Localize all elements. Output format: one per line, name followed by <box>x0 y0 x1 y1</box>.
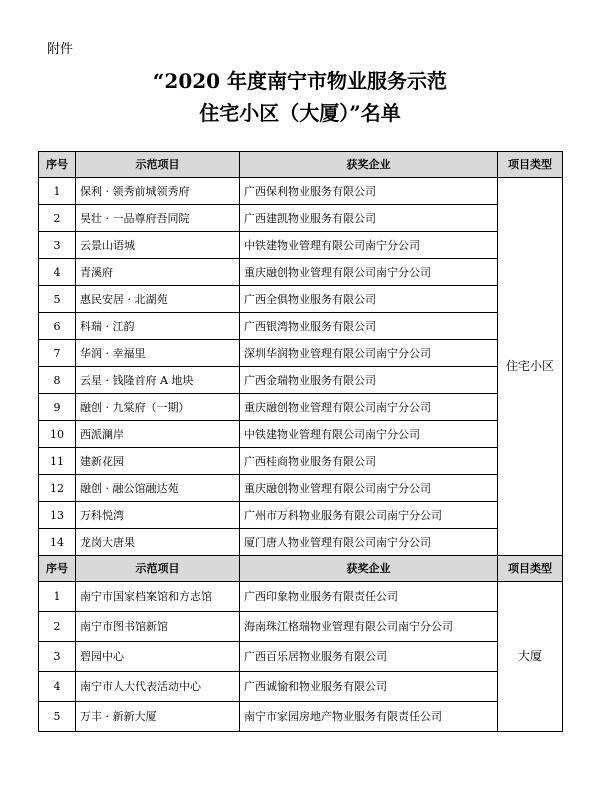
table-row <box>39 502 563 529</box>
document-title-line1: “2020 年度南宁市物业服务示范 <box>152 69 448 93</box>
project-name: 保利 · 领秀前城领秀府 <box>76 178 240 205</box>
company-name: 重庆融创物业管理有限公司南宁分公司 <box>240 259 498 286</box>
table-row <box>39 178 563 205</box>
row-number: 1 <box>39 178 76 205</box>
project-name: 南宁市图书馆新馆 <box>76 612 240 642</box>
table-row <box>39 612 563 642</box>
header-company: 获奖企业 <box>240 152 498 178</box>
row-number: 12 <box>39 475 76 502</box>
project-name: 云星 · 钱隆首府 A 地块 <box>76 367 240 394</box>
row-number: 4 <box>39 259 76 286</box>
header-no: 序号 <box>39 556 76 582</box>
table-row <box>39 702 563 732</box>
company-name: 广西保利物业服务有限公司 <box>240 178 498 205</box>
table-row <box>39 367 563 394</box>
residential-header-row <box>39 152 563 178</box>
company-name: 广西百乐居物业服务有限公司 <box>240 642 498 672</box>
header-no: 序号 <box>39 152 76 178</box>
project-name: 华润 · 幸福里 <box>76 340 240 367</box>
row-number: 5 <box>39 286 76 313</box>
table-row <box>39 529 563 556</box>
row-number: 8 <box>39 367 76 394</box>
project-name: 南宁市国家档案馆和方志馆 <box>76 582 240 612</box>
company-name: 厦门唐人物业管理有限公司南宁分公司 <box>240 529 498 556</box>
table-row <box>39 642 563 672</box>
row-number: 6 <box>39 313 76 340</box>
company-name: 广西银湾物业服务有限公司 <box>240 313 498 340</box>
table-row <box>39 582 563 612</box>
table-row <box>39 286 563 313</box>
company-name: 重庆融创物业管理有限公司南宁分公司 <box>240 394 498 421</box>
table-row <box>39 232 563 259</box>
company-name: 中铁建物业管理有限公司南宁分公司 <box>240 232 498 259</box>
project-name: 万科悦湾 <box>76 502 240 529</box>
company-name: 广西金瑞物业服务有限公司 <box>240 367 498 394</box>
attachment-label: 附件 <box>47 42 74 57</box>
project-name: 万丰 · 新新大厦 <box>76 702 240 732</box>
table-row <box>39 340 563 367</box>
table-row <box>39 205 563 232</box>
table-row <box>39 259 563 286</box>
award-list-table <box>38 151 563 732</box>
project-name: 云景山语城 <box>76 232 240 259</box>
table-row <box>39 672 563 702</box>
project-name: 青溪府 <box>76 259 240 286</box>
project-name: 融创 · 融公馆融达苑 <box>76 475 240 502</box>
company-name: 广西全俱物业服务有限公司 <box>240 286 498 313</box>
buildings-header-row <box>39 556 563 582</box>
company-name: 海南珠江格瑞物业管理有限公司南宁分公司 <box>240 612 498 642</box>
project-name: 融创 · 九棠府（一期） <box>76 394 240 421</box>
document-title-line2: 住宅小区（大厦）”名单 <box>199 101 401 125</box>
buildings-type-cell: 大厦 <box>498 582 563 732</box>
row-number: 13 <box>39 502 76 529</box>
row-number: 10 <box>39 421 76 448</box>
company-name: 广西诚愉和物业服务有限公司 <box>240 672 498 702</box>
row-number: 2 <box>39 612 76 642</box>
company-name: 重庆融创物业管理有限公司南宁分公司 <box>240 475 498 502</box>
project-name: 建新花园 <box>76 448 240 475</box>
project-name: 龙岗大唐果 <box>76 529 240 556</box>
table-row <box>39 313 563 340</box>
company-name: 广西建凯物业服务有限公司 <box>240 205 498 232</box>
row-number: 14 <box>39 529 76 556</box>
company-name: 深圳华润物业管理有限公司南宁分公司 <box>240 340 498 367</box>
header-company: 获奖企业 <box>240 556 498 582</box>
row-number: 9 <box>39 394 76 421</box>
header-type: 项目类型 <box>498 152 563 178</box>
residential-type-cell: 住宅小区 <box>498 178 563 556</box>
project-name: 昊壮 · 一品尊府吾同院 <box>76 205 240 232</box>
row-number: 5 <box>39 702 76 732</box>
project-name: 南宁市人大代表活动中心 <box>76 672 240 702</box>
row-number: 7 <box>39 340 76 367</box>
table-row <box>39 475 563 502</box>
project-name: 科瑞 · 江韵 <box>76 313 240 340</box>
project-name: 碧园中心 <box>76 642 240 672</box>
company-name: 南宁市家园房地产物业服务有限责任公司 <box>240 702 498 732</box>
table-row <box>39 448 563 475</box>
row-number: 1 <box>39 582 76 612</box>
project-name: 惠民安居 · 北湖苑 <box>76 286 240 313</box>
company-name: 广州市万科物业服务有限公司南宁分公司 <box>240 502 498 529</box>
table-row <box>39 421 563 448</box>
row-number: 11 <box>39 448 76 475</box>
row-number: 3 <box>39 642 76 672</box>
row-number: 2 <box>39 205 76 232</box>
header-project: 示范项目 <box>76 152 240 178</box>
company-name: 广西桂商物业服务有限公司 <box>240 448 498 475</box>
company-name: 中铁建物业管理有限公司南宁分公司 <box>240 421 498 448</box>
row-number: 4 <box>39 672 76 702</box>
header-project: 示范项目 <box>76 556 240 582</box>
row-number: 3 <box>39 232 76 259</box>
header-type: 项目类型 <box>498 556 563 582</box>
company-name: 广西印象物业服务有限责任公司 <box>240 582 498 612</box>
project-name: 西派澜岸 <box>76 421 240 448</box>
table-row <box>39 394 563 421</box>
